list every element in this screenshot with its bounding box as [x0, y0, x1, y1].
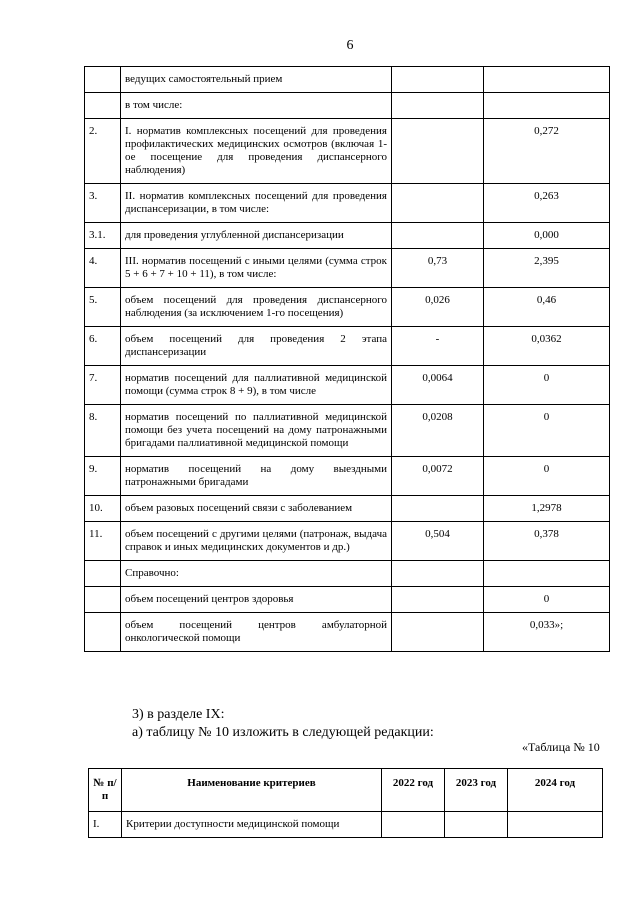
row-value-1: 0,504 [392, 522, 484, 561]
row-value-1: - [392, 327, 484, 366]
row-name: ведущих самостоятельный прием [121, 67, 392, 93]
table-row [89, 812, 603, 838]
row-name: объем посещений для проведения диспансерного наблюдения (за исключением 1-го посещения) [121, 288, 392, 327]
row-value-1: 0,0064 [392, 366, 484, 405]
header-2024: 2024 год [508, 769, 603, 812]
row-value-2: 0,263 [484, 184, 610, 223]
row-name: объем посещений центров амбулаторной онкологической помощи [121, 613, 392, 652]
header-criteria-name: Наименование критериев [122, 769, 382, 812]
section-line-1: 3) в разделе IX: [132, 707, 225, 722]
row-value-2 [484, 93, 610, 119]
row-name: объем разовых посещений связи с заболеванием [121, 496, 392, 522]
table-row [85, 288, 610, 327]
row-value-1: 0,0208 [392, 405, 484, 457]
row-value-1 [392, 561, 484, 587]
row-number [85, 93, 121, 119]
row-number: 8. [85, 405, 121, 457]
row-value-1: 0,0072 [392, 457, 484, 496]
row-value-2 [484, 67, 610, 93]
row-value-2: 0,378 [484, 522, 610, 561]
row-value-1 [392, 93, 484, 119]
row-number [85, 67, 121, 93]
row-name: объем посещений центров здоровья [121, 587, 392, 613]
row-value-1 [392, 119, 484, 184]
table-row [85, 496, 610, 522]
row-number: 9. [85, 457, 121, 496]
table-row [85, 249, 610, 288]
row-name: норматив посещений по паллиативной медицинской помощи без учета посещений на дому патронажными бригадами паллиативной медицинской помощи [121, 405, 392, 457]
table-row [85, 587, 610, 613]
row-name: III. норматив посещений с иными целями (сумма строк 5 + 6 + 7 + 10 + 11), в том числе: [121, 249, 392, 288]
row-name: в том числе: [121, 93, 392, 119]
row-value-1: 0,73 [392, 249, 484, 288]
table-row [85, 613, 610, 652]
table-row [85, 366, 610, 405]
row-value-2: 0 [484, 457, 610, 496]
header-2023: 2023 год [445, 769, 508, 812]
row-value-2: 0 [484, 405, 610, 457]
row-number: 3. [85, 184, 121, 223]
row-2023 [445, 812, 508, 838]
row-value-2: 0 [484, 587, 610, 613]
criteria-table-header [89, 769, 603, 812]
row-number [85, 613, 121, 652]
row-2024 [508, 812, 603, 838]
row-value-1 [392, 587, 484, 613]
row-value-2: 0,46 [484, 288, 610, 327]
table-row [85, 119, 610, 184]
row-number: 4. [85, 249, 121, 288]
row-number: 6. [85, 327, 121, 366]
row-number [85, 587, 121, 613]
table-label: «Таблица № 10 [522, 740, 600, 754]
table-row [85, 184, 610, 223]
header-2022: 2022 год [382, 769, 445, 812]
table-row [85, 223, 610, 249]
row-value-2 [484, 561, 610, 587]
standards-table [84, 66, 610, 652]
row-value-2: 0,272 [484, 119, 610, 184]
row-value-1 [392, 184, 484, 223]
row-number: 5. [85, 288, 121, 327]
row-name: Критерии доступности медицинской помощи [122, 812, 382, 838]
row-name: II. норматив комплексных посещений для проведения диспансеризации, в том числе: [121, 184, 392, 223]
page-number: 6 [346, 38, 354, 53]
row-number: I. [89, 812, 122, 838]
row-number: 10. [85, 496, 121, 522]
row-value-1 [392, 613, 484, 652]
row-name: для проведения углубленной диспансеризации [121, 223, 392, 249]
row-number [85, 561, 121, 587]
row-value-2: 0,033»; [484, 613, 610, 652]
row-number: 11. [85, 522, 121, 561]
table-row [85, 522, 610, 561]
row-name: норматив посещений для паллиативной медицинской помощи (сумма строк 8 + 9), в том числе [121, 366, 392, 405]
row-name: I. норматив комплексных посещений для проведения профилактических медицинских осмотров (включая 1-ое посещение для проведения диспансерного наблюдения) [121, 119, 392, 184]
header-number: № п/п [89, 769, 122, 812]
row-value-2: 0 [484, 366, 610, 405]
row-number: 3.1. [85, 223, 121, 249]
row-number: 2. [85, 119, 121, 184]
section-line-2: а) таблицу № 10 изложить в следующей редакции: [132, 725, 434, 740]
row-name: Справочно: [121, 561, 392, 587]
row-name: норматив посещений на дому выездными патронажными бригадами [121, 457, 392, 496]
row-value-2: 0,0362 [484, 327, 610, 366]
row-value-1: 0,026 [392, 288, 484, 327]
row-value-2: 2,395 [484, 249, 610, 288]
table-row [85, 405, 610, 457]
table-row [85, 93, 610, 119]
row-value-2: 0,000 [484, 223, 610, 249]
table-row [85, 561, 610, 587]
row-name: объем посещений с другими целями (патронаж, выдача справок и иных медицинских документов и др.) [121, 522, 392, 561]
row-2022 [382, 812, 445, 838]
table-row [85, 327, 610, 366]
table-row [85, 67, 610, 93]
row-name: объем посещений для проведения 2 этапа диспансеризации [121, 327, 392, 366]
row-value-1 [392, 67, 484, 93]
row-value-1 [392, 223, 484, 249]
row-number: 7. [85, 366, 121, 405]
row-value-2: 1,2978 [484, 496, 610, 522]
row-value-1 [392, 496, 484, 522]
criteria-table [88, 768, 603, 838]
table-row [85, 457, 610, 496]
